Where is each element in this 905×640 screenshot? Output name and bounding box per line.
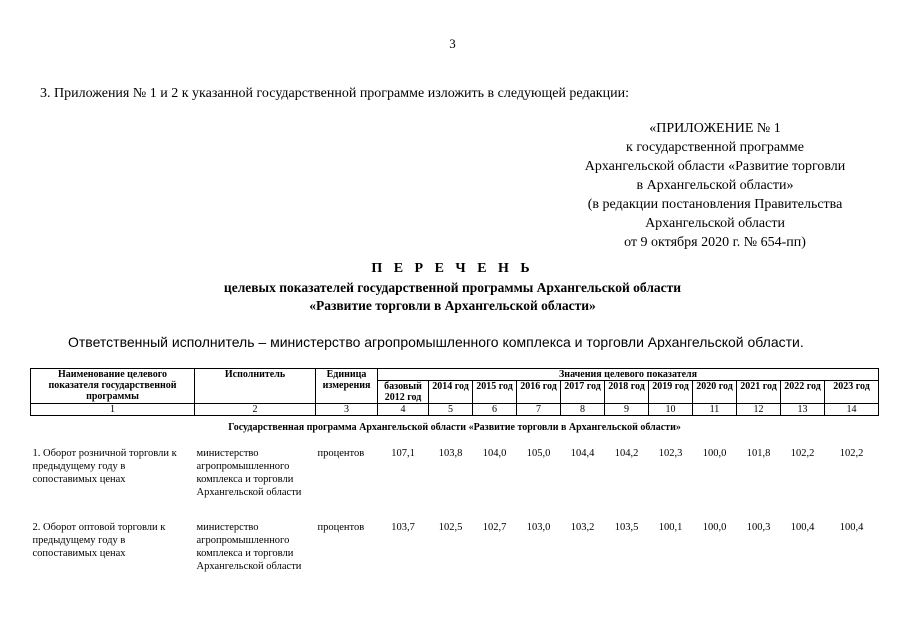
column-numbers-row [31,404,879,416]
appendix-line: от 9 октября 2020 г. № 654-пп) [624,235,806,250]
table-row [31,499,879,573]
column-number: 4 [378,404,429,416]
indicator-value: 100,0 [702,448,727,459]
indicator-value: 103,7 [391,522,415,533]
header-executor: Исполнитель [195,369,316,404]
indicator-value: 107,1 [391,448,415,459]
indicator-value: 100,4 [790,522,815,533]
column-number: 11 [693,404,737,416]
header-year: 2015 год [473,381,517,404]
header-year: 2017 год [561,381,605,404]
indicator-value: 104,2 [614,448,639,459]
indicators-table [30,368,879,573]
indicator-value: 103,0 [526,522,551,533]
indicator-value: 100,0 [702,522,727,533]
header-unit: Единица измерения [316,369,378,404]
indicator-executor: министерство агропромышленного комплекса и торговли Архангельской области [196,448,302,498]
header-year: 2022 год [781,381,825,404]
header-year: 2016 год [517,381,561,404]
title-line: П Е Р Е Ч Е Н Ь [371,261,534,276]
column-number: 10 [649,404,693,416]
indicator-value: 103,2 [570,522,595,533]
indicator-value: 102,2 [790,448,815,459]
column-number: 13 [781,404,825,416]
column-number: 7 [517,404,561,416]
indicator-value: 105,0 [526,448,551,459]
document-title [0,259,905,315]
header-year: 2014 год [429,381,473,404]
indicator-value: 100,4 [839,522,864,533]
column-number: 12 [737,404,781,416]
header-values-group: Значения целевого показателя [378,369,879,381]
indicator-value: 102,5 [438,522,463,533]
indicator-value: 104,0 [482,448,507,459]
column-number: 5 [429,404,473,416]
column-number: 9 [605,404,649,416]
title-line: «Развитие торговли в Архангельской области» [309,298,596,313]
column-number: 2 [195,404,316,416]
appendix-line: «ПРИЛОЖЕНИЕ № 1 [649,121,781,136]
indicator-value: 101,8 [746,448,771,459]
column-number: 14 [825,404,879,416]
appendix-line: (в редакции постановления Правительства [587,197,843,212]
responsible-executor: Ответственный исполнитель – министерство агропромышленного комплекса и торговли Архангельской области. [68,334,804,350]
section-row [31,416,879,438]
indicator-value: 103,5 [614,522,639,533]
indicator-value: 103,8 [438,448,463,459]
header-year: 2019 год [649,381,693,404]
column-number: 3 [316,404,378,416]
indicator-unit: процентов [317,522,365,533]
appendix-line: к государственной программе [626,140,804,155]
header-year: базовый 2012 год [378,381,429,404]
indicator-value: 102,3 [658,448,683,459]
page-number: 3 [449,36,456,51]
title-line: целевых показателей государственной программы Архангельской области [223,280,682,295]
indicator-executor: министерство агропромышленного комплекса и торговли Архангельской области [196,522,302,572]
appendix-line: Архангельской области «Развитие торговли [584,159,846,174]
appendix-line: Архангельской области [645,216,785,231]
column-number: 8 [561,404,605,416]
header-year: 2020 год [693,381,737,404]
header-year: 2023 год [825,381,879,404]
header-name: Наименование целевого показателя государственной программы [31,369,195,404]
appendix-header [560,119,870,252]
indicator-value: 102,2 [839,448,864,459]
intro-paragraph: 3. Приложения № 1 и 2 к указанной государственной программе изложить в следующей редакции: [40,86,629,101]
indicator-value: 100,1 [658,522,683,533]
indicator-name: 2. Оборот оптовой торговли к предыдущему году в сопоставимых ценах [32,522,166,559]
header-year: 2018 год [605,381,649,404]
indicator-value: 104,4 [570,448,595,459]
indicator-value: 100,3 [746,522,771,533]
section-title: Государственная программа Архангельской области «Развитие торговли в Архангельской области» [228,422,681,433]
indicator-name: 1. Оборот розничной торговли к предыдущему году в сопоставимых ценах [32,448,177,485]
column-number: 1 [31,404,195,416]
appendix-line: в Архангельской области» [636,178,794,193]
table-row [31,437,879,499]
indicator-unit: процентов [317,448,365,459]
column-number: 6 [473,404,517,416]
indicator-value: 102,7 [482,522,507,533]
header-year: 2021 год [737,381,781,404]
